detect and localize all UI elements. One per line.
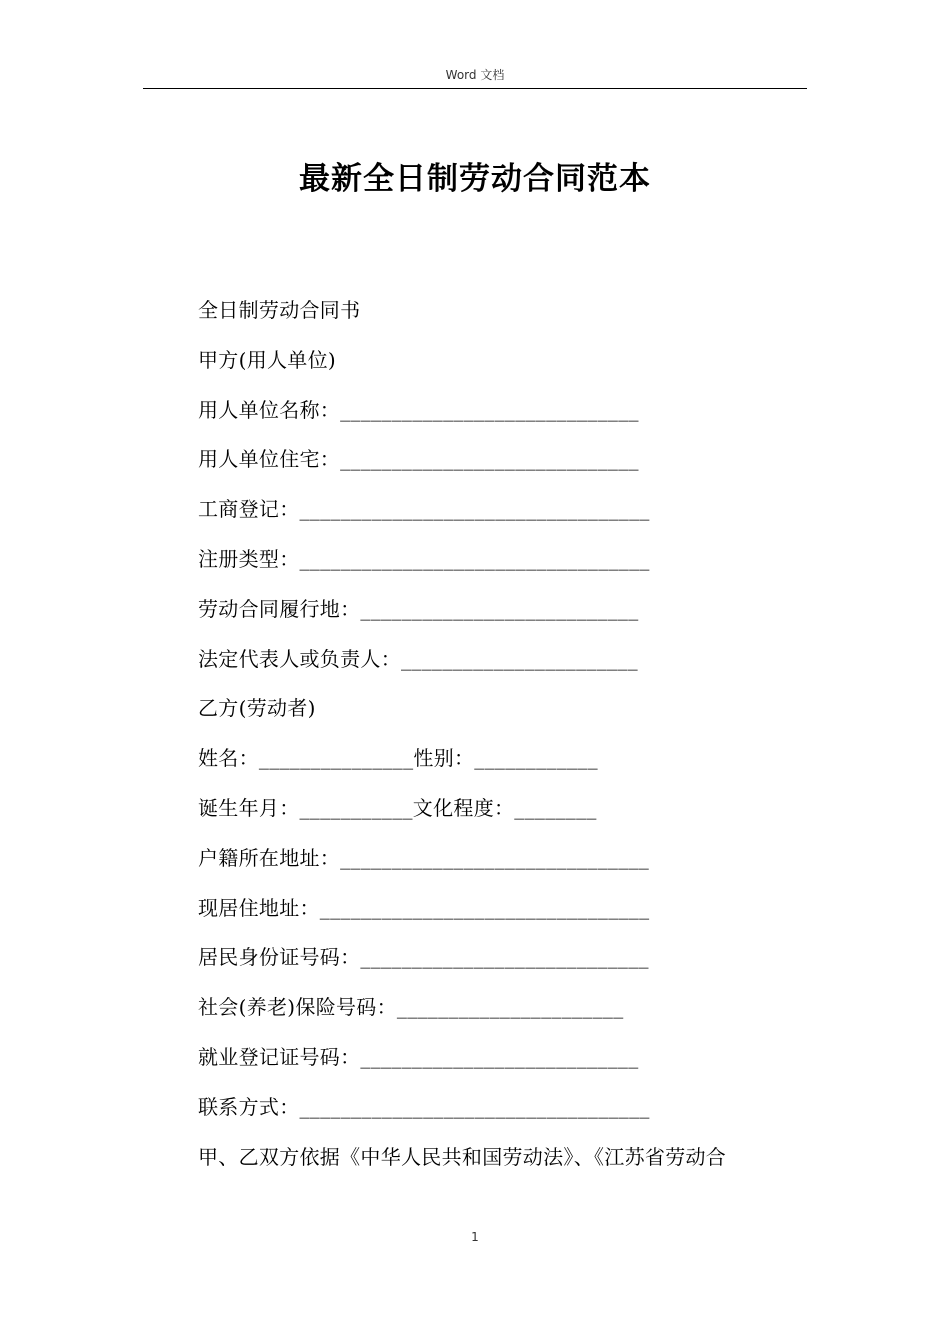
insurance-number-field: 社会(养老)保险号码：______________________ [198, 995, 624, 1020]
employer-name-field: 用人单位名称：_____________________________ [198, 397, 639, 422]
legal-representative-field: 法定代表人或负责人：_______________________ [198, 646, 638, 671]
contract-heading: 全日制劳动合同书 [198, 298, 361, 322]
document-title: 最新全日制劳动合同范本 [299, 161, 651, 197]
contract-location-field: 劳动合同履行地：___________________________ [198, 596, 639, 621]
household-address-field: 户籍所在地址：______________________________ [198, 845, 650, 870]
document-body [198, 296, 818, 1192]
birth-education-field: 诞生年月：___________文化程度：________ [198, 795, 597, 820]
header-label: Word 文档 [445, 68, 505, 82]
contract-basis-paragraph: 甲、乙双方依据《中华人民共和国劳动法》、《江苏省劳动合 [198, 1144, 727, 1169]
employment-registration-field: 就业登记证号码：___________________________ [198, 1044, 639, 1069]
page-header [143, 66, 807, 89]
page-number: 1 [471, 1230, 479, 1244]
party-a-heading: 甲方(用人单位) [198, 347, 337, 372]
contact-field: 联系方式：__________________________________ [198, 1094, 650, 1119]
business-registration-field: 工商登记：__________________________________ [198, 497, 650, 522]
registration-type-field: 注册类型：__________________________________ [198, 546, 650, 571]
party-b-heading: 乙方(劳动者) [198, 696, 316, 721]
employer-address-field: 用人单位住宅：_____________________________ [198, 447, 639, 472]
name-gender-field: 姓名：_______________性别：____________ [198, 746, 598, 771]
id-number-field: 居民身份证号码：____________________________ [198, 945, 649, 970]
current-address-field: 现居住地址：________________________________ [198, 895, 650, 920]
